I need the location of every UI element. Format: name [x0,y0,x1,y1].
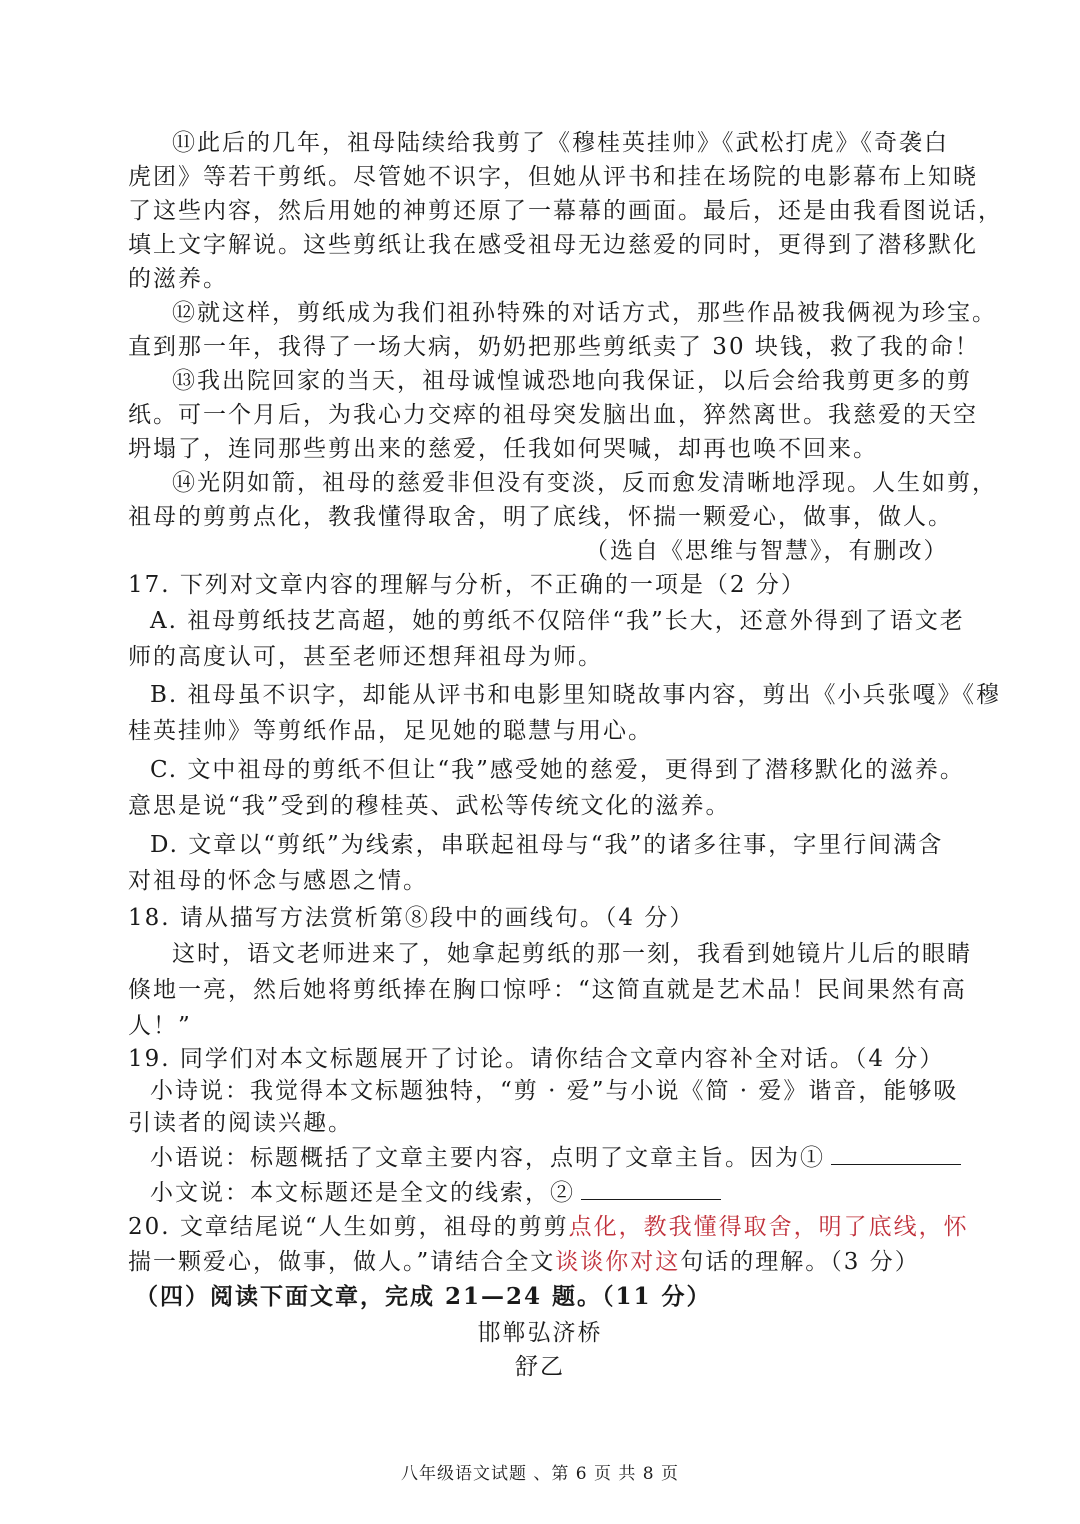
q17-option-b-line-1: B. 祖母虽不识字，却能从评书和电影里知晓故事内容，剪出《小兵张嘎》《穆 [150,682,1002,708]
q19-stem: 19. 同学们对本文标题展开了讨论。请你结合文章内容补全对话。（4 分） [128,1046,945,1072]
p11-line-3: 了这些内容，然后用她的神剪还原了一幕幕的画面。最后，还是由我看图说话， [128,198,1003,224]
q19-xiaoyu-text: 小语说：标题概括了文章主要内容，点明了文章主旨。因为① [150,1145,825,1171]
q19-xiaowen-text: 小文说：本文标题还是全文的线索，② [150,1180,575,1206]
q18-quote-line-2: 倏地一亮，然后她将剪纸捧在胸口惊呼：“这简直就是艺术品！民间果然有高 [128,977,967,1003]
q19-xiaowen-line [150,1177,980,1208]
q20-red-overlay-1: 点化，教我懂得取舍，明了底线，怀 [568,1214,969,1240]
p14-line-1: ⑭光阴如箭，祖母的慈爱非但没有变淡，反而愈发清晰地浮现。人生如剪， [172,470,997,496]
q18-quote-line-3: 人！” [128,1013,192,1039]
q17-option-d-line-2: 对祖母的怀念与感恩之情。 [128,868,428,894]
q17-option-c-line-1: C. 文中祖母的剪纸不但让“我”感受她的慈爱，更得到了潜移默化的滋养。 [150,757,965,783]
q19-answer-blank-2[interactable] [581,1177,721,1200]
q20-text-1: 20. 文章结尾说“人生如剪，祖母的剪剪 [128,1214,569,1240]
q17-stem: 17. 下列对文章内容的理解与分析，不正确的一项是（2 分） [128,572,806,598]
q17-option-a-line-1: A. 祖母剪纸技艺高超，她的剪纸不仅陪伴“我”长大，还意外得到了语文老 [150,608,965,634]
q17-option-a-line-2: 师的高度认可，甚至老师还想拜祖母为师。 [128,644,603,670]
q18-quote-line-1: 这时，语文老师进来了，她拿起剪纸的那一刻，我看到她镜片儿后的眼睛 [172,941,972,967]
q20-text-2b: 句话的理解。（3 分） [680,1249,920,1275]
q20-text-2a: 揣一颗爱心，做事，做人。”请结合全文 [128,1249,556,1275]
article-title: 邯郸弘济桥 [477,1320,603,1346]
q17-option-b-line-2: 桂英挂帅》等剪纸作品，足见她的聪慧与用心。 [128,718,653,744]
p12-line-2: 直到那一年，我得了一场大病，奶奶把那些剪纸卖了 30 块钱，救了我的命！ [128,334,980,360]
p12-line-1: ⑫就这样，剪纸成为我们祖孙特殊的对话方式，那些作品被我俩视为珍宝。 [172,300,997,326]
p11-line-5: 的滋养。 [128,266,228,292]
p11-line-2: 虎团》等若干剪纸。尽管她不识字，但她从评书和挂在场院的电影幕布上知晓 [128,164,978,190]
p13-line-1: ⑬我出院回家的当天，祖母诚惶诚恐地向我保证，以后会给我剪更多的剪 [172,368,972,394]
page-footer: 八年级语文试题 、第 6 页 共 8 页 [400,1464,680,1484]
p13-line-2: 纸。可一个月后，为我心力交瘁的祖母突发脑出血，猝然离世。我慈爱的天空 [128,402,978,428]
q17-option-c-line-2: 意思是说“我”受到的穆桂英、武松等传统文化的滋养。 [128,793,731,819]
p11-line-4: 填上文字解说。这些剪纸让我在感受祖母无边慈爱的同时，更得到了潜移默化 [128,232,978,258]
q19-xiaoshi-line-1: 小诗说：我觉得本文标题独特，“剪 · 爱”与小说《简 · 爱》谐音，能够吸 [150,1078,959,1104]
section-4-heading: （四）阅读下面文章，完成 21—24 题。（11 分） [135,1283,712,1310]
q20-line-1 [128,1212,969,1242]
p13-line-3: 坍塌了，连同那些剪出来的慈爱，任我如何哭喊，却再也唤不回来。 [128,436,878,462]
p11-line-1: ⑪此后的几年，祖母陆续给我剪了《穆桂英挂帅》《武松打虎》《奇袭白 [172,130,949,156]
q20-red-overlay-2: 谈谈你对这 [555,1249,681,1275]
q20-line-2 [128,1247,958,1277]
article-author: 舒乙 [515,1354,565,1380]
passage-source: （选自《思维与智慧》，有删改） [585,538,949,564]
q19-xiaoshi-line-2: 引读者的阅读兴趣。 [128,1110,353,1136]
q19-xiaoyu-line [150,1142,980,1173]
q18-stem: 18. 请从描写方法赏析第⑧段中的画线句。（4 分） [128,905,695,931]
q17-option-d-line-1: D. 文章以“剪纸”为线索，串联起祖母与“我”的诸多往事，字里行间满含 [150,832,944,858]
q19-answer-blank-1[interactable] [831,1142,961,1165]
p14-line-2: 祖母的剪剪点化，教我懂得取舍，明了底线，怀揣一颗爱心，做事，做人。 [128,504,953,530]
